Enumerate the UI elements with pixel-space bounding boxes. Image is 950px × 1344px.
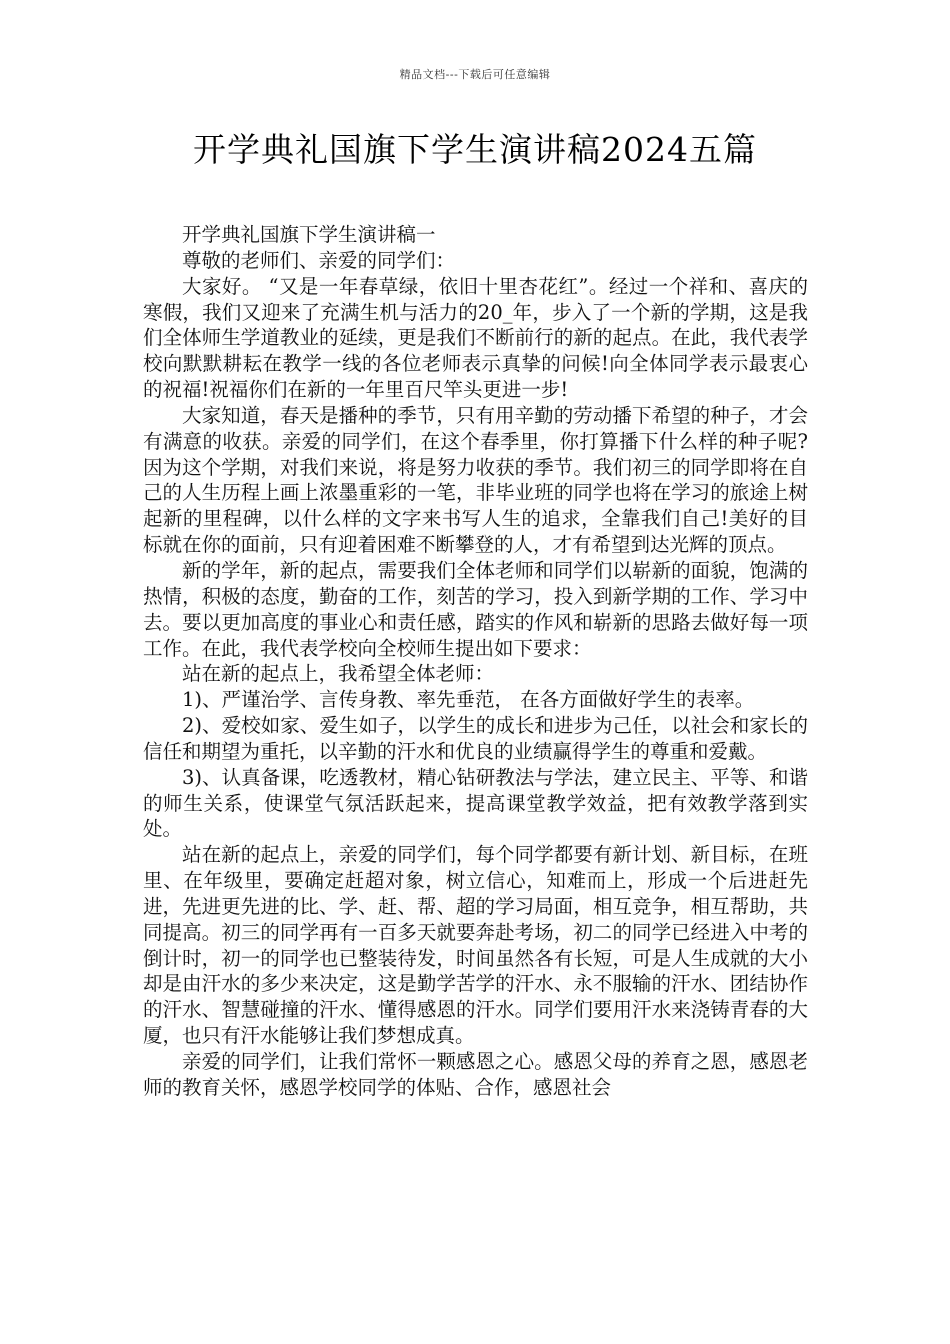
- list-item: 1)、严谨治学、言传身教、率先垂范， 在各方面做好学生的表率。: [182, 688, 755, 712]
- paragraph: 亲爱的同学们，让我们常怀一颗感恩之心。感恩父母的养育之恩，感恩老师的教育关怀，感恩学校同学的体贴、合作，感恩社会: [143, 1050, 808, 1099]
- paragraph: 站在新的起点上，我希望全体老师：: [182, 662, 495, 686]
- document-body: [143, 222, 808, 1101]
- list-item: 2)、爱校如家、爱生如子，以学生的成长和进步为己任，以社会和家长的信任和期望为重托，以辛勤的汗水和优良的业绩赢得学生的尊重和爱戴。: [143, 714, 808, 763]
- salutation: 尊敬的老师们、亲爱的同学们：: [182, 248, 456, 272]
- paragraph: 大家好。 “又是一年春草绿，依旧十里杏花红”。经过一个祥和、喜庆的寒假，我们又迎来了充满生机与活力的20_年，步入了一个新的学期，这是我们全体师生学道教业的延续，更是我们不断前行的新的起点。在此，我代表学校向默默耕耘在教学一线的各位老师表示真挚的问候!向全体同学表示最衷心的祝福!祝福你们在新的一年里百尺竿头更进一步!: [143, 274, 808, 402]
- paragraph: 站在新的起点上，亲爱的同学们，每个同学都要有新计划、新目标，在班里、在年级里，要确定赶超对象，树立信心，知难而上，形成一个后进赶先进，先进更先进的比、学、赶、帮、超的学习局面，相互竞争，相互帮助，共同提高。初三的同学再有一百多天就要奔赴考场，初二的同学已经进入中考的倒计时，初一的同学也已整装待发，时间虽然各有长短，可是人生成就的大小却是由汗水的多少来决定，这是勤学苦学的汗水、永不服输的汗水、团结协作的汗水、智慧碰撞的汗水、懂得感恩的汗水。同学们要用汗水来浇铸青春的大厦，也只有汗水能够让我们梦想成真。: [143, 843, 808, 1048]
- header-note: 精品文档---下载后可任意编辑: [399, 68, 551, 81]
- paragraph: 大家知道，春天是播种的季节，只有用辛勤的劳动播下希望的种子，才会有满意的收获。亲爱的同学们，在这个春季里，你打算播下什么样的种子呢?因为这个学期，对我们来说，将是努力收获的季节。我们初三的同学即将在自己的人生历程上画上浓墨重彩的一笔，非毕业班的同学也将在学习的旅途上树起新的里程碑，以什么样的文字来书写人生的追求，全靠我们自己!美好的目标就在你的面前，只有迎着困难不断攀登的人，才有希望到达光辉的顶点。: [143, 403, 808, 557]
- paragraph: 新的学年，新的起点，需要我们全体老师和同学们以崭新的面貌，饱满的热情，积极的态度，勤奋的工作，刻苦的学习，投入到新学期的工作、学习中去。要以更加高度的事业心和责任感，踏实的作风和崭新的思路去做好每一项工作。在此，我代表学校向全校师生提出如下要求：: [143, 558, 808, 660]
- section-heading: 开学典礼国旗下学生演讲稿一: [182, 223, 436, 246]
- document-title: 开学典礼国旗下学生演讲稿2024五篇: [193, 130, 757, 169]
- list-item: 3)、认真备课，吃透教材，精心钻研教法与学法，建立民主、平等、和谐的师生关系，使课堂气氛活跃起来，提高课堂教学效益，把有效教学落到实处。: [143, 765, 808, 841]
